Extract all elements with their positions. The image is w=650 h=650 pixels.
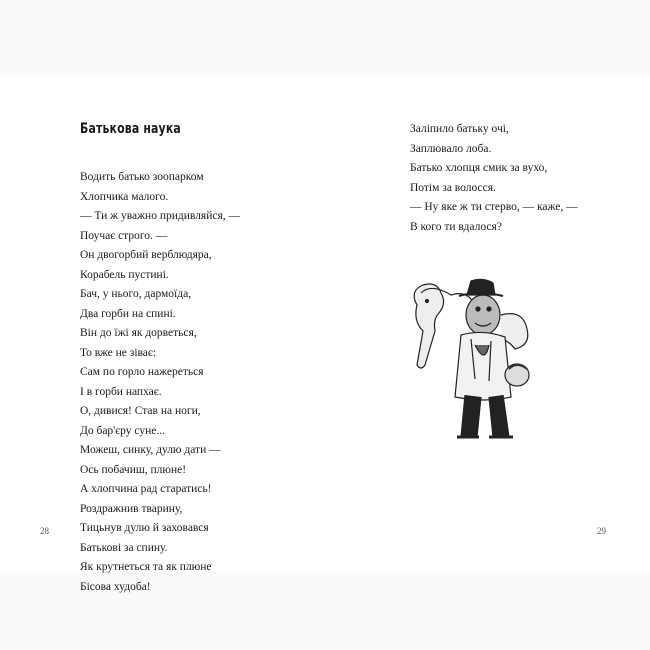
poem-line: Роздражнив тварину, bbox=[80, 502, 183, 515]
poem-line: Два горби на спині. bbox=[80, 307, 176, 320]
poem-line: Бач, у нього, дармоїда, bbox=[80, 288, 192, 300]
poem-line: Заліпило батьку очі, bbox=[410, 123, 509, 135]
poem-line: Заплювало лоба. bbox=[410, 142, 492, 155]
poem-line: Корабель пустині. bbox=[80, 268, 169, 281]
father-camel-illustration bbox=[405, 265, 535, 450]
poem-line: Бісова худоба! bbox=[80, 580, 151, 593]
poem-line: Як крутнеться та як плюне bbox=[80, 561, 212, 573]
poem-line: Он двогорбий верблюдяра, bbox=[80, 249, 212, 261]
poem-line: Сам по горло нажереться bbox=[80, 366, 204, 378]
page-number-right: 29 bbox=[597, 526, 606, 536]
page-number-left: 28 bbox=[40, 526, 49, 536]
poem-line: Можеш, синку, дулю дати — bbox=[80, 444, 221, 456]
poem-line: Батько хлопця смик за вухо, bbox=[410, 162, 548, 174]
poem-line: Хлопчика малого. bbox=[80, 190, 169, 203]
poem-line: То вже не зіває: bbox=[80, 346, 157, 359]
poem-line: Батькові за спину. bbox=[80, 541, 168, 554]
poem-line: — Ну яке ж ти стерво, — каже, — bbox=[410, 201, 578, 213]
poem-line: О, дивися! Став на ноги, bbox=[80, 405, 201, 417]
poem-right-column bbox=[410, 120, 578, 237]
poem-line: І в горби напхає. bbox=[80, 385, 162, 398]
poem-line: Він до їжі як дорветься, bbox=[80, 327, 197, 339]
poem-line: А хлопчина рад старатись! bbox=[80, 483, 212, 495]
poem-line: Ось побачиш, плюне! bbox=[80, 463, 187, 476]
poem-line: Водить батько зоопарком bbox=[80, 171, 204, 183]
poem-line: Тицьнув дулю й заховався bbox=[80, 522, 209, 534]
poem-line: В кого ти вдалося? bbox=[410, 220, 502, 233]
poem-line: Поучає строго. — bbox=[80, 229, 168, 242]
poem-title: Батькова наука bbox=[80, 121, 181, 137]
poem-left-column bbox=[80, 168, 240, 597]
poem-line: Потім за волосся. bbox=[410, 181, 496, 194]
poem-line: До бар'єру суне... bbox=[80, 424, 165, 437]
poem-line: — Ти ж уважно придивляйся, — bbox=[80, 210, 240, 222]
